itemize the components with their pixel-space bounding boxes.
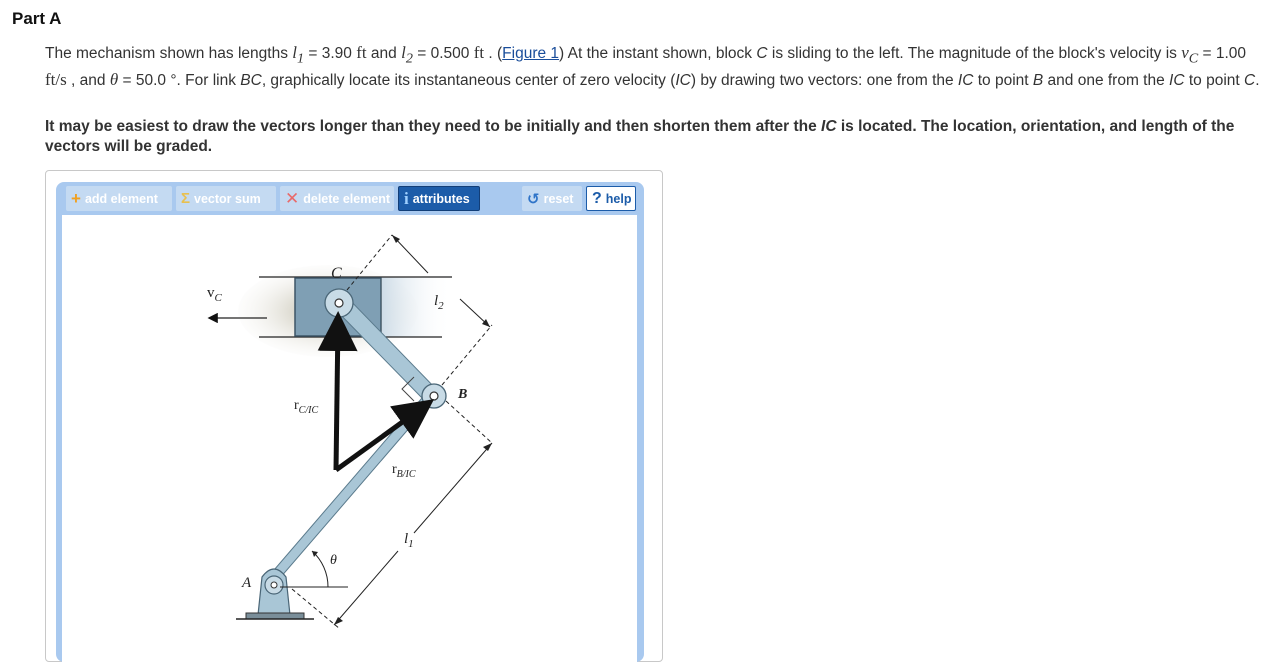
drawing-canvas[interactable] [62,215,637,662]
label-l2: $l_2$ [434,293,444,312]
label-l1: $l_1$ [404,531,414,550]
drawing-tool-frame [56,182,644,662]
l1-dimension-upper [414,443,492,533]
label-a: A [242,575,252,591]
drawing-tool [45,170,663,662]
label-r-b-ic: $r_{B/IC}$ [392,462,416,480]
label-r-c-ic: $r_{C/IC}$ [294,398,319,416]
support-a-base [246,613,304,619]
label-b: B [458,387,468,402]
pin-c-inner [335,299,343,307]
plus-icon: + [71,188,81,208]
l1-dimension-lower [334,551,398,625]
l1-extension-dashed [446,401,492,443]
reset-icon: ↺ [527,190,540,208]
help-icon: ? [592,189,602,207]
label-c: C [331,265,342,282]
vc-symbol: $v_C$ [1181,43,1199,67]
l2-symbol: $l_2$ [401,43,413,67]
add-element-button[interactable]: + add element [66,186,172,211]
mechanism-figure [62,215,637,662]
pin-a-inner [271,582,277,588]
label-theta: θ [330,553,337,568]
sigma-icon: Σ [181,190,191,207]
delete-x-icon: ✕ [285,188,300,208]
attributes-button[interactable]: i attributes [398,186,480,211]
hint-text: It may be easiest to draw the vectors longer than they need to be initially and then shorten them after the IC is located. The location, orientation, and length of the vectors will be graded. [45,118,1235,155]
reset-button[interactable]: ↺ reset [522,186,582,211]
l1-arrowhead-upper [483,443,492,451]
help-button[interactable]: ? help [586,186,636,211]
l1-arrowhead-lower [334,617,343,625]
figure-link[interactable]: Figure 1 [502,45,560,62]
vector-r-c-ic[interactable] [336,321,338,470]
info-icon: i [404,188,409,208]
problem-statement: The mechanism shown has lengths $l_1 = 3.90$ ft and $l_2 = 0.500$ ft . (Figure 1) At the instant shown, block C is sliding to the left. The magnitude of the block's velocity is $v_C = 1.00$ ft/s , and θ = 50.0 °. For link BC, graphically locate its instantaneous center of zero velocity (IC) by drawing two vectors: one from the IC to point B and one from the IC to point C. [45,43,1260,90]
pin-b-inner [430,392,438,400]
toolbar [60,186,638,211]
delete-element-button[interactable]: ✕ delete element [280,186,394,211]
vector-sum-button[interactable]: Σ vector sum [176,186,276,211]
l1-symbol: $l_1$ [292,43,305,67]
l1-extension-dashed-b [292,589,340,629]
part-title: Part A [12,9,62,28]
label-vc: $v_C$ [207,285,222,304]
